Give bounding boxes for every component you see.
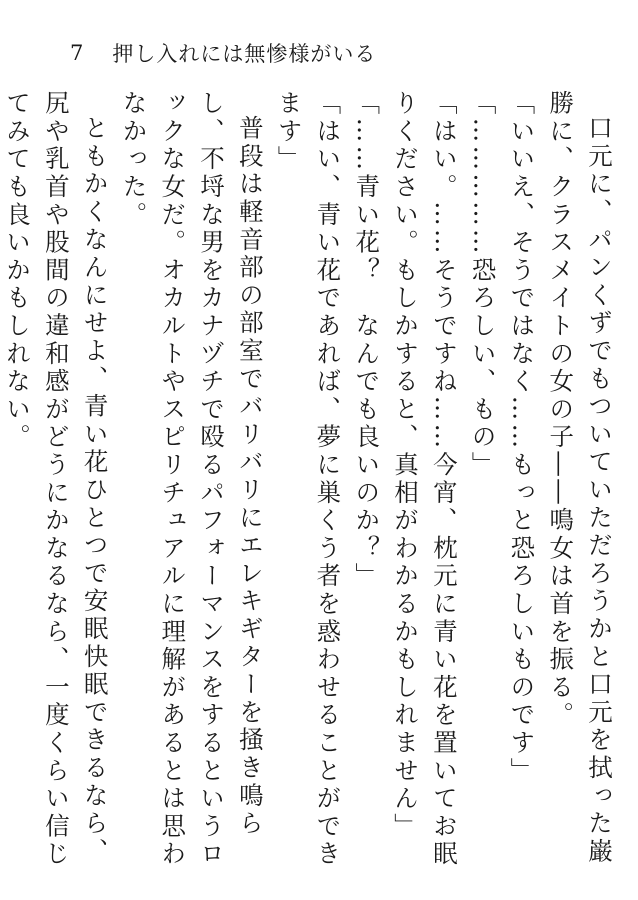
dialogue-line: 「はい、青い花であれば、夢に巣くう者を惑わせることができます」 bbox=[274, 90, 343, 869]
paragraph: 普段は軽音部の部室でバリバリにエレキギターを掻き鳴らし、不埒な男をカナヅチで殴るパフォーマンスをするというロックな女だ。オカルトやスピリチュアルに理解があるとは思わなかった。 bbox=[119, 90, 265, 869]
paragraph: 口元に、パンくずでもついていただろうかと口元を拭った巌勝に、クラスメイトの女の子――鳴女は首を振る。 bbox=[546, 90, 614, 866]
page-number: 7 bbox=[70, 41, 85, 65]
body-text bbox=[3, 90, 618, 890]
dialogue-line: 「……青い花？ なんでも良いのか？」 bbox=[352, 90, 382, 591]
chapter-title: 押し入れには無惨様がいる bbox=[112, 42, 377, 66]
paragraph: ともかくなんにせよ、青い花ひとつで安眠快眠できるなら、尻や乳首や股間の違和感がどうにかなるなら、一度くらい信じてみても良いかもしれない。 bbox=[3, 90, 110, 869]
dialogue-line: 「はい。……そうですね……今宵、枕元に青い花を置いてお眠りください。もしかすると、真相がわかるかもしれません」 bbox=[391, 90, 459, 869]
dialogue-line: 「……………恐ろしい、もの」 bbox=[468, 90, 498, 480]
page-header bbox=[70, 40, 376, 66]
dialogue-line: 「いいえ、そうではなく……もっと恐ろしいものです」 bbox=[507, 90, 537, 785]
